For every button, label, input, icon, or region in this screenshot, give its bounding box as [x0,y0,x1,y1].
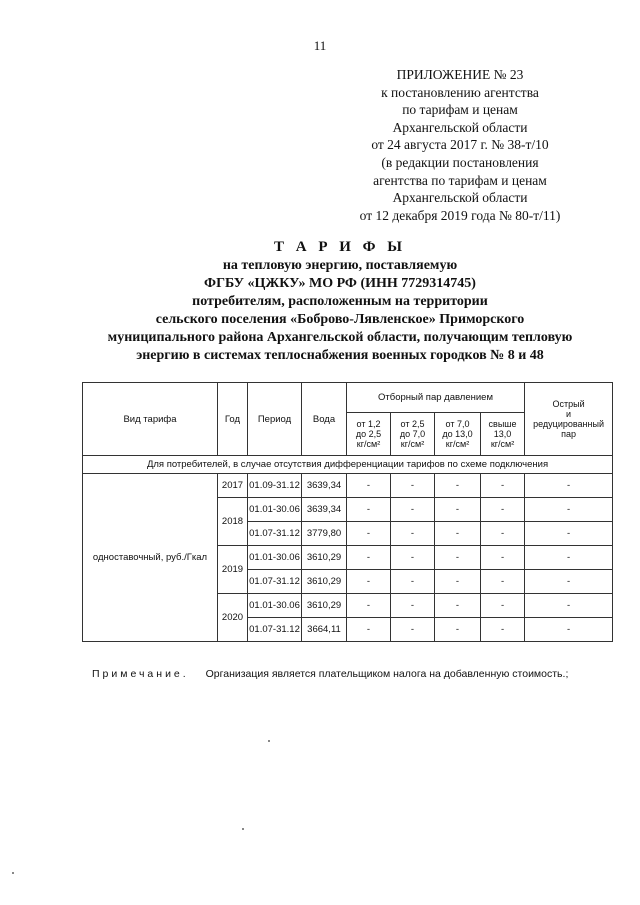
pressure-3-cell: - [435,570,481,594]
annex-line: ПРИЛОЖЕНИЕ № 23 [396,67,524,82]
period-cell: 01.01-30.06 [248,498,302,522]
sharp-steam-cell: - [525,594,613,618]
pressure-2-cell: - [391,522,435,546]
header-steam: Отборный пар давлением [347,383,525,413]
pressure-3-cell: - [435,546,481,570]
annex-line: агентства по тарифам и ценам [373,172,547,188]
header-period: Период [248,383,302,456]
pressure-1-cell: - [347,594,391,618]
year-cell: 2020 [218,594,248,642]
annex-line: (в редакции постановления [381,154,539,170]
sharp-steam-cell: - [525,498,613,522]
sharp-steam-cell: - [525,522,613,546]
annex-line: от 24 августа 2017 г. № 38-т/10 [371,137,549,153]
period-cell: 01.07-31.12 [248,522,302,546]
sharp-steam-cell: - [525,570,613,594]
pressure-4-cell: - [481,546,525,570]
pressure-1-cell: - [347,522,391,546]
title-line: потребителям, расположенным на территории [192,294,488,309]
water-cell: 3779,80 [302,522,347,546]
title-line: муниципального района Архангельской области, получающим тепловую [107,330,573,345]
document-title [60,238,620,365]
annex-line: к постановлению агентства [381,84,539,100]
header-pressure-1: от 1,2 до 2,5 кг/см² [347,413,391,456]
pressure-3-cell: - [435,594,481,618]
annex-line: от 12 декабря 2019 года № 80-т/11) [359,207,561,223]
pressure-2-cell: - [391,498,435,522]
header-pressure-4: свыше 13,0 кг/см² [481,413,525,456]
page-number: 11 [313,38,327,53]
period-cell: 01.01-30.06 [248,546,302,570]
pressure-3-cell: - [435,474,481,498]
title-line: на тепловую энергию, поставляемую [222,258,458,273]
pressure-2-cell: - [391,618,435,642]
water-cell: 3639,34 [302,498,347,522]
pressure-4-cell: - [481,522,525,546]
sharp-steam-cell: - [525,618,613,642]
period-cell: 01.01-30.06 [248,594,302,618]
title-line: ФГБУ «ЦЖКУ» МО РФ (ИНН 7729314745) [204,276,476,291]
pressure-4-cell: - [481,570,525,594]
water-cell: 3639,34 [302,474,347,498]
annex-block [330,66,590,224]
pressure-2-cell: - [391,570,435,594]
table-row [83,474,613,498]
annex-line: по тарифам и ценам [402,102,518,118]
sharp-steam-cell: - [525,546,613,570]
pressure-2-cell: - [391,546,435,570]
note-label: Примечание. [92,668,189,680]
title-line: сельского поселения «Боброво-Лявленское» Приморского [155,312,525,327]
water-cell: 3610,29 [302,594,347,618]
pressure-4-cell: - [481,618,525,642]
period-cell: 01.07-31.12 [248,570,302,594]
note [92,668,568,680]
header-tariff-type: Вид тарифа [83,383,218,456]
pressure-1-cell: - [347,618,391,642]
pressure-4-cell: - [481,498,525,522]
pressure-2-cell: - [391,474,435,498]
title-heading: Т А Р И Ф Ы [273,239,407,255]
period-cell: 01.09-31.12 [248,474,302,498]
pressure-2-cell: - [391,594,435,618]
header-sharp-steam: Острый и редуцированный пар [525,383,613,456]
title-line: энергию в системах теплоснабжения военных городков № 8 и 48 [136,348,544,363]
water-cell: 3664,11 [302,618,347,642]
scan-speck [12,872,14,874]
pressure-1-cell: - [347,474,391,498]
sharp-steam-cell: - [525,474,613,498]
pressure-1-cell: - [347,570,391,594]
pressure-3-cell: - [435,522,481,546]
pressure-4-cell: - [481,474,525,498]
tariff-table [82,382,613,642]
period-cell: 01.07-31.12 [248,618,302,642]
year-cell: 2018 [218,498,248,546]
pressure-1-cell: - [347,498,391,522]
tariff-type-cell: одноставочный, руб./Гкал [83,474,218,642]
section-caption: Для потребителей, в случае отсутствия дифференциации тарифов по схеме подключения [83,456,613,474]
pressure-3-cell: - [435,498,481,522]
note-text: Организация является плательщиком налога на добавленную стоимость.; [205,668,569,680]
header-water: Вода [302,383,347,456]
water-cell: 3610,29 [302,570,347,594]
pressure-4-cell: - [481,594,525,618]
year-cell: 2017 [218,474,248,498]
annex-line: Архангельской области [392,190,528,206]
scan-speck [268,740,270,742]
header-pressure-3: от 7,0 до 13,0 кг/см² [435,413,481,456]
pressure-1-cell: - [347,546,391,570]
year-cell: 2019 [218,546,248,594]
header-year: Год [218,383,248,456]
annex-line: Архангельской области [392,119,528,135]
scan-speck [242,828,244,830]
water-cell: 3610,29 [302,546,347,570]
pressure-3-cell: - [435,618,481,642]
header-pressure-2: от 2,5 до 7,0 кг/см² [391,413,435,456]
